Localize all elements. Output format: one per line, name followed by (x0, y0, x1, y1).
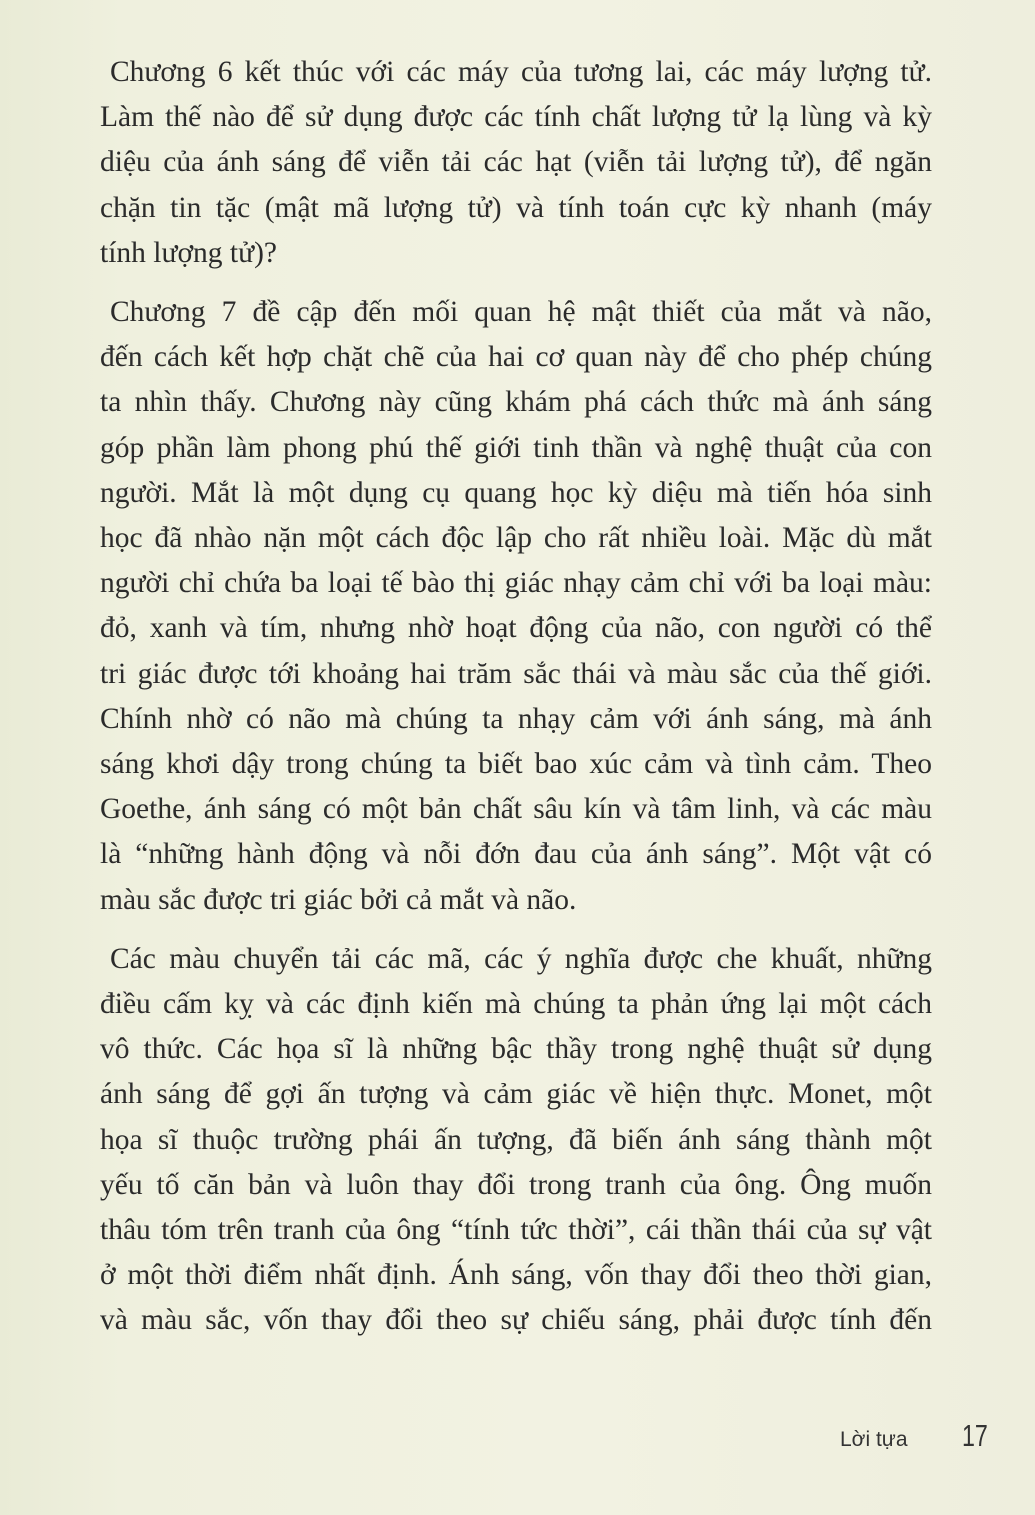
paragraph-chapter-6 (100, 50, 932, 276)
text-line: Chương 6 kết thúc với các máy của tương lai, các máy lượng tử. (110, 56, 932, 88)
text-line: người chỉ chứa ba loại tế bào thị giác nhạy cảm chỉ với ba loại màu: (100, 567, 932, 600)
body-text (100, 50, 932, 1358)
text-line: vô thức. Các họa sĩ là những bậc thầy trong nghệ thuật sử dụng (100, 1033, 932, 1066)
text-line: Chính nhờ có não mà chúng ta nhạy cảm với ánh sáng, mà ánh (100, 702, 932, 735)
text-line: Các màu chuyển tải các mã, các ý nghĩa được che khuất, những (110, 942, 932, 975)
text-line: màu sắc được tri giác bởi cả mắt và não. (100, 883, 577, 916)
text-line: điều cấm kỵ và các định kiến mà chúng ta phản ứng lại một cách (100, 988, 932, 1021)
text-line: diệu của ánh sáng để viễn tải các hạt (viễn tải lượng tử), để ngăn (100, 146, 932, 179)
text-line: đến cách kết hợp chặt chẽ của hai cơ quan này để cho phép chúng (100, 341, 932, 374)
text-line: ở một thời điểm nhất định. Ánh sáng, vốn thay đổi theo thời gian, (100, 1259, 932, 1292)
text-line: đỏ, xanh và tím, nhưng nhờ hoạt động của não, con người có thể (100, 612, 932, 645)
text-line: Chương 7 đề cập đến mối quan hệ mật thiết của mắt và não, (110, 296, 932, 329)
text-line: sáng khơi dậy trong chúng ta biết bao xúc cảm và tình cảm. Theo (100, 748, 932, 781)
paragraph-colors (100, 937, 932, 1344)
text-line: Làm thế nào để sử dụng được các tính chất lượng tử lạ lùng và kỳ (100, 101, 932, 134)
text-line: là “những hành động và nỗi đớn đau của ánh sáng”. Một vật có (100, 838, 932, 871)
text-line: ánh sáng để gợi ấn tượng và cảm giác về hiện thực. Monet, một (100, 1078, 932, 1111)
page-footer (0, 1418, 1035, 1478)
text-line: và màu sắc, vốn thay đổi theo sự chiếu sáng, phải được tính đến (100, 1304, 932, 1337)
text-line: họa sĩ thuộc trường phái ấn tượng, đã biến ánh sáng thành một (100, 1123, 932, 1156)
text-line: Goethe, ánh sáng có một bản chất sâu kín và tâm linh, và các màu (100, 793, 932, 826)
text-line: tính lượng tử)? (100, 236, 278, 269)
text-line: học đã nhào nặn một cách độc lập cho rất nhiều loài. Mặc dù mắt (100, 522, 932, 555)
text-line: góp phần làm phong phú thế giới tinh thần và nghệ thuật của con (100, 431, 932, 464)
text-line: chặn tin tặc (mật mã lượng tử) và tính toán cực kỳ nhanh (máy (100, 191, 932, 224)
page-number: 17 (962, 1418, 988, 1453)
text-line: ta nhìn thấy. Chương này cũng khám phá cách thức mà ánh sáng (100, 386, 932, 419)
text-line: người. Mắt là một dụng cụ quang học kỳ diệu mà tiến hóa sinh (100, 476, 932, 509)
section-label: Lời tựa (840, 1428, 908, 1451)
text-line: thâu tóm trên tranh của ông “tính tức thời”, cái thần thái của sự vật (100, 1214, 932, 1247)
text-line: tri giác được tới khoảng hai trăm sắc thái và màu sắc của thế giới. (100, 657, 932, 690)
paragraph-chapter-7 (100, 290, 932, 923)
text-line: yếu tố căn bản và luôn thay đổi trong tranh của ông. Ông muốn (100, 1168, 932, 1201)
